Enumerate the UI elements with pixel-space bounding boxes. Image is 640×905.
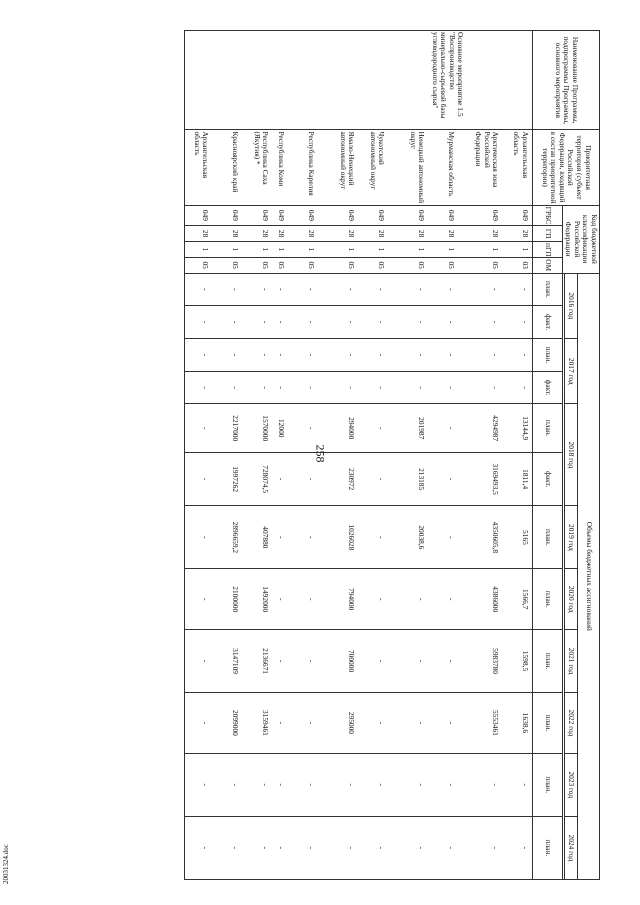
- territory-cell: Архангельская область: [184, 130, 212, 205]
- value-cell: -: [184, 306, 212, 339]
- value-cell: -: [428, 816, 458, 879]
- value-cell: -: [184, 339, 212, 372]
- header-name: Наименование Программы, подпрограммы Программы, основного мероприятия: [532, 31, 599, 130]
- kbk-om-cell: 05: [458, 257, 502, 273]
- header-kbk-gp: ГП: [532, 226, 562, 242]
- value-cell: -: [358, 630, 388, 693]
- kbk-pgp-cell: 1: [458, 242, 502, 258]
- value-cell: 1570000: [242, 404, 272, 453]
- value-cell: -: [212, 816, 242, 879]
- table-row: [272, 31, 288, 880]
- kbk-om-cell: 05: [184, 257, 212, 273]
- value-cell: -: [358, 306, 388, 339]
- value-cell: -: [502, 273, 532, 306]
- kbk-gp-cell: 28: [458, 226, 502, 242]
- value-cell: 1566,7: [502, 569, 532, 630]
- kbk-grbs-cell: 049: [242, 205, 272, 226]
- value-cell: -: [242, 371, 272, 404]
- value-cell: 728074,5: [242, 452, 272, 505]
- table-row: [184, 31, 212, 880]
- kbk-grbs-cell: 049: [288, 205, 318, 226]
- value-cell: -: [428, 273, 458, 306]
- value-cell: 3159461: [242, 693, 272, 754]
- value-cell: -: [502, 753, 532, 816]
- value-cell: -: [318, 371, 358, 404]
- value-cell: -: [358, 371, 388, 404]
- value-cell: 1997262: [212, 452, 242, 505]
- kbk-grbs-cell: 049: [318, 205, 358, 226]
- header-plan: план.: [532, 753, 562, 816]
- value-cell: -: [388, 693, 428, 754]
- header-fact: факт.: [532, 306, 562, 339]
- value-cell: 700000: [318, 630, 358, 693]
- value-cell: -: [428, 339, 458, 372]
- header-year: 2024 год: [565, 816, 578, 879]
- kbk-om-cell: 05: [358, 257, 388, 273]
- value-cell: -: [358, 816, 388, 879]
- table-body: [184, 31, 532, 880]
- territory-cell: Республика Саха (Якутия) *: [242, 130, 272, 205]
- value-cell: 12000: [272, 404, 288, 453]
- value-cell: 2217000: [212, 404, 242, 453]
- kbk-gp-cell: 28: [288, 226, 318, 242]
- value-cell: 4386000: [458, 569, 502, 630]
- empty-name-cell: [318, 31, 358, 130]
- value-cell: -: [288, 371, 318, 404]
- kbk-om-cell: 05: [428, 257, 458, 273]
- table-row: [212, 31, 242, 880]
- table-row: [288, 31, 318, 880]
- kbk-om-cell: 05: [242, 257, 272, 273]
- territory-cell: Республика Карелия: [288, 130, 318, 205]
- budget-table: [184, 30, 600, 880]
- header-year: 2023 год: [565, 753, 578, 816]
- kbk-grbs-cell: 049: [428, 205, 458, 226]
- kbk-grbs-cell: 049: [388, 205, 428, 226]
- header-plan: план.: [532, 404, 562, 453]
- kbk-pgp-cell: 1: [288, 242, 318, 258]
- table-row: [242, 31, 272, 880]
- value-cell: -: [288, 306, 318, 339]
- kbk-pgp-cell: 1: [242, 242, 272, 258]
- value-cell: -: [184, 371, 212, 404]
- header-plan: план.: [532, 816, 562, 879]
- kbk-pgp-cell: 1: [318, 242, 358, 258]
- value-cell: -: [242, 306, 272, 339]
- empty-name-cell: [242, 31, 272, 130]
- value-cell: -: [358, 452, 388, 505]
- header-year: 2017 год: [565, 339, 578, 404]
- header-kbk: Код бюджетной классификации Российской Федерации: [562, 205, 599, 273]
- value-cell: -: [358, 404, 388, 453]
- value-cell: -: [212, 753, 242, 816]
- value-cell: -: [428, 306, 458, 339]
- header-plan: план.: [532, 506, 562, 569]
- value-cell: -: [288, 693, 318, 754]
- header-plan: план.: [532, 693, 562, 754]
- territory-cell: Ямало-Ненецкий автономный округ: [318, 130, 358, 205]
- value-cell: -: [388, 753, 428, 816]
- kbk-pgp-cell: 1: [428, 242, 458, 258]
- value-cell: -: [184, 693, 212, 754]
- value-cell: -: [184, 506, 212, 569]
- value-cell: -: [288, 753, 318, 816]
- value-cell: -: [428, 452, 458, 505]
- value-cell: 1638,6: [502, 693, 532, 754]
- empty-name-cell: [388, 31, 428, 130]
- empty-name-cell: [288, 31, 318, 130]
- value-cell: -: [358, 753, 388, 816]
- header-year: 2018 год: [565, 404, 578, 506]
- kbk-gp-cell: 28: [502, 226, 532, 242]
- value-cell: -: [272, 693, 288, 754]
- header-kbk-grbs: ГРБС: [532, 205, 562, 226]
- table-row: [502, 31, 532, 880]
- kbk-gp-cell: 28: [318, 226, 358, 242]
- value-cell: -: [458, 306, 502, 339]
- value-cell: -: [272, 630, 288, 693]
- value-cell: -: [502, 306, 532, 339]
- value-cell: -: [272, 339, 288, 372]
- kbk-grbs-cell: 049: [358, 205, 388, 226]
- kbk-gp-cell: 28: [242, 226, 272, 242]
- value-cell: -: [184, 753, 212, 816]
- footer-file-code: 20031324.doc: [2, 844, 10, 884]
- value-cell: -: [272, 371, 288, 404]
- header-plan: план.: [532, 569, 562, 630]
- value-cell: -: [318, 816, 358, 879]
- value-cell: -: [428, 404, 458, 453]
- kbk-om-cell: 05: [272, 257, 288, 273]
- value-cell: -: [358, 506, 388, 569]
- value-cell: -: [318, 339, 358, 372]
- value-cell: 2099000: [212, 693, 242, 754]
- value-cell: -: [272, 816, 288, 879]
- value-cell: -: [388, 816, 428, 879]
- value-cell: -: [272, 273, 288, 306]
- rotated-table-container: [30, 30, 600, 880]
- header-fact: факт.: [532, 452, 562, 505]
- kbk-pgp-cell: 1: [502, 242, 532, 258]
- value-cell: -: [272, 569, 288, 630]
- territory-cell: Архангельская область: [502, 130, 532, 205]
- value-cell: -: [318, 273, 358, 306]
- header-year: 2019 год: [565, 506, 578, 569]
- kbk-pgp-cell: 1: [212, 242, 242, 258]
- value-cell: 213185: [388, 452, 428, 505]
- value-cell: 407880: [242, 506, 272, 569]
- value-cell: -: [184, 816, 212, 879]
- kbk-om-cell: 05: [288, 257, 318, 273]
- value-cell: -: [288, 569, 318, 630]
- value-cell: -: [242, 339, 272, 372]
- table-row: [458, 31, 502, 880]
- kbk-gp-cell: 28: [428, 226, 458, 242]
- value-cell: -: [428, 371, 458, 404]
- value-cell: -: [458, 339, 502, 372]
- value-cell: 20038,6: [388, 506, 428, 569]
- value-cell: -: [288, 630, 318, 693]
- value-cell: -: [358, 569, 388, 630]
- value-cell: -: [388, 569, 428, 630]
- value-cell: -: [212, 273, 242, 306]
- empty-name-cell: [272, 31, 288, 130]
- kbk-gp-cell: 28: [388, 226, 428, 242]
- value-cell: -: [388, 339, 428, 372]
- value-cell: -: [388, 306, 428, 339]
- value-cell: -: [502, 371, 532, 404]
- header-plan: план.: [532, 339, 562, 372]
- kbk-grbs-cell: 049: [272, 205, 288, 226]
- kbk-om-cell: 05: [318, 257, 358, 273]
- value-cell: 230972: [318, 452, 358, 505]
- value-cell: 5983780: [458, 630, 502, 693]
- value-cell: -: [184, 569, 212, 630]
- kbk-pgp-cell: 1: [272, 242, 288, 258]
- page-number: 258: [313, 444, 328, 463]
- value-cell: -: [288, 816, 318, 879]
- kbk-gp-cell: 28: [272, 226, 288, 242]
- territory-cell: Арктическая зона Российской Федерации: [458, 130, 502, 205]
- value-cell: 1811,4: [502, 452, 532, 505]
- territory-cell: Красноярский край: [212, 130, 242, 205]
- value-cell: 3147109: [212, 630, 242, 693]
- value-cell: -: [184, 273, 212, 306]
- value-cell: -: [318, 753, 358, 816]
- value-cell: -: [272, 452, 288, 505]
- kbk-om-cell: 03: [502, 257, 532, 273]
- value-cell: -: [288, 273, 318, 306]
- value-cell: 5165: [502, 506, 532, 569]
- value-cell: -: [184, 404, 212, 453]
- value-cell: -: [502, 816, 532, 879]
- territory-cell: Ненецкий автономный округ: [388, 130, 428, 205]
- table-row: [388, 31, 428, 880]
- header-kbk-om: ОМ: [532, 257, 562, 273]
- value-cell: -: [502, 339, 532, 372]
- header-fact: факт.: [532, 371, 562, 404]
- table-row: [358, 31, 388, 880]
- value-cell: -: [428, 630, 458, 693]
- measure-name: Основное мероприятие 1.5 "Воспроизводство минерально-сырьевой базы углеводородного сырья": [428, 31, 532, 130]
- value-cell: -: [358, 273, 388, 306]
- value-cell: -: [428, 506, 458, 569]
- value-cell: -: [272, 506, 288, 569]
- table-row: [428, 31, 458, 880]
- value-cell: -: [428, 753, 458, 816]
- value-cell: -: [458, 753, 502, 816]
- kbk-pgp-cell: 1: [358, 242, 388, 258]
- value-cell: -: [212, 371, 242, 404]
- header-plan: план.: [532, 273, 562, 306]
- header-year: 2016 год: [565, 273, 578, 338]
- kbk-om-cell: 05: [212, 257, 242, 273]
- kbk-grbs-cell: 049: [212, 205, 242, 226]
- header-volumes: Объемы бюджетных ассигнований: [577, 273, 599, 879]
- value-cell: -: [358, 339, 388, 372]
- empty-name-cell: [358, 31, 388, 130]
- header-plan: план.: [532, 630, 562, 693]
- kbk-om-cell: 05: [388, 257, 428, 273]
- value-cell: -: [458, 371, 502, 404]
- territory-cell: Мурманская область: [428, 130, 458, 205]
- territory-cell: Чукотский автономный округ: [358, 130, 388, 205]
- value-cell: 5553461: [458, 693, 502, 754]
- kbk-grbs-cell: 049: [184, 205, 212, 226]
- value-cell: 294000: [318, 404, 358, 453]
- header-year: 2020 год: [565, 569, 578, 630]
- value-cell: -: [212, 339, 242, 372]
- header-territory: Приоритетная территория (субъект Российской Федерации, входящий в состав приоритетной территории): [532, 130, 599, 205]
- value-cell: 295000: [318, 693, 358, 754]
- value-cell: 1492000: [242, 569, 272, 630]
- kbk-gp-cell: 28: [212, 226, 242, 242]
- value-cell: -: [272, 306, 288, 339]
- value-cell: -: [184, 630, 212, 693]
- kbk-gp-cell: 28: [358, 226, 388, 242]
- value-cell: 2896659,2: [212, 506, 242, 569]
- value-cell: -: [428, 693, 458, 754]
- value-cell: -: [288, 452, 318, 505]
- kbk-grbs-cell: 049: [502, 205, 532, 226]
- value-cell: -: [318, 306, 358, 339]
- value-cell: 1026028: [318, 506, 358, 569]
- table-row: [318, 31, 358, 880]
- value-cell: 201987: [388, 404, 428, 453]
- value-cell: 13144,9: [502, 404, 532, 453]
- value-cell: -: [358, 693, 388, 754]
- value-cell: -: [388, 273, 428, 306]
- value-cell: 794000: [318, 569, 358, 630]
- header-year: 2022 год: [565, 693, 578, 754]
- value-cell: 3169493,5: [458, 452, 502, 505]
- empty-name-cell: [212, 31, 242, 130]
- kbk-gp-cell: 28: [184, 226, 212, 242]
- header-year: 2021 год: [565, 630, 578, 693]
- value-cell: 2100000: [212, 569, 242, 630]
- territory-cell: Республика Коми: [272, 130, 288, 205]
- kbk-pgp-cell: 1: [388, 242, 428, 258]
- header-kbk-pgp: пГП: [532, 242, 562, 258]
- value-cell: 2136671: [242, 630, 272, 693]
- value-cell: -: [212, 306, 242, 339]
- value-cell: -: [458, 816, 502, 879]
- value-cell: -: [458, 273, 502, 306]
- value-cell: -: [242, 753, 272, 816]
- value-cell: 4350605,8: [458, 506, 502, 569]
- value-cell: -: [428, 569, 458, 630]
- value-cell: -: [242, 273, 272, 306]
- value-cell: -: [184, 452, 212, 505]
- value-cell: -: [388, 630, 428, 693]
- value-cell: -: [242, 816, 272, 879]
- value-cell: -: [288, 506, 318, 569]
- value-cell: -: [288, 404, 318, 453]
- value-cell: -: [388, 371, 428, 404]
- value-cell: 4294987: [458, 404, 502, 453]
- empty-name-cell: [184, 31, 212, 130]
- kbk-pgp-cell: 1: [184, 242, 212, 258]
- value-cell: -: [288, 339, 318, 372]
- kbk-grbs-cell: 049: [458, 205, 502, 226]
- value-cell: 1598,5: [502, 630, 532, 693]
- value-cell: -: [272, 753, 288, 816]
